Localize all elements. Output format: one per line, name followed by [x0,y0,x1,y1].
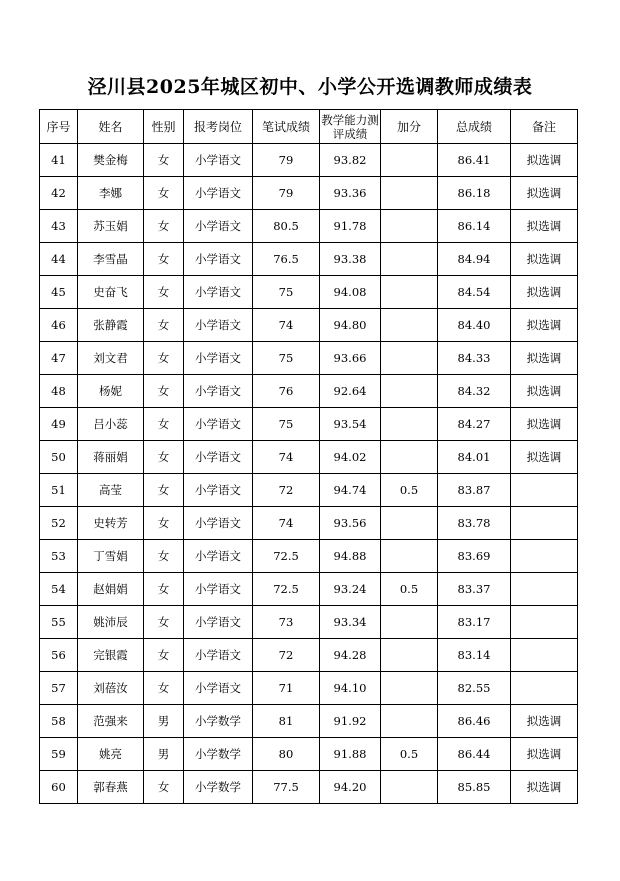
cell-name: 樊金梅 [78,144,144,177]
cell-teaching-score: 91.92 [320,705,381,738]
cell-index: 51 [40,474,78,507]
cell-gender: 女 [144,672,184,705]
cell-written-score: 77.5 [253,771,320,804]
cell-index: 55 [40,606,78,639]
cell-written-score: 72 [253,474,320,507]
cell-teaching-score: 91.78 [320,210,381,243]
cell-written-score: 80 [253,738,320,771]
col-header-position: 报考岗位 [184,110,253,144]
cell-bonus: 0.5 [381,573,438,606]
cell-remarks [511,573,578,606]
cell-position: 小学语文 [184,210,253,243]
cell-teaching-score: 93.66 [320,342,381,375]
cell-teaching-score: 93.54 [320,408,381,441]
cell-gender: 女 [144,441,184,474]
table-row [40,771,578,804]
cell-position: 小学数学 [184,705,253,738]
table-row [40,441,578,474]
cell-index: 58 [40,705,78,738]
cell-remarks [511,672,578,705]
col-header-index: 序号 [40,110,78,144]
cell-name: 张静霞 [78,309,144,342]
cell-position: 小学数学 [184,738,253,771]
cell-remarks: 拟选调 [511,243,578,276]
cell-written-score: 75 [253,276,320,309]
cell-bonus [381,606,438,639]
cell-gender: 女 [144,243,184,276]
cell-bonus [381,540,438,573]
cell-gender: 女 [144,276,184,309]
cell-index: 42 [40,177,78,210]
cell-position: 小学语文 [184,441,253,474]
cell-written-score: 80.5 [253,210,320,243]
cell-remarks: 拟选调 [511,705,578,738]
cell-remarks: 拟选调 [511,342,578,375]
cell-remarks: 拟选调 [511,375,578,408]
cell-name: 赵娟娟 [78,573,144,606]
cell-bonus [381,441,438,474]
cell-remarks [511,507,578,540]
cell-total-score: 83.87 [438,474,511,507]
cell-name: 姚沛辰 [78,606,144,639]
cell-bonus [381,243,438,276]
table-row [40,408,578,441]
cell-total-score: 84.01 [438,441,511,474]
cell-gender: 女 [144,573,184,606]
cell-written-score: 74 [253,441,320,474]
cell-gender: 男 [144,738,184,771]
cell-index: 47 [40,342,78,375]
cell-name: 杨妮 [78,375,144,408]
cell-bonus [381,639,438,672]
cell-name: 李娜 [78,177,144,210]
cell-position: 小学语文 [184,309,253,342]
cell-written-score: 74 [253,309,320,342]
cell-remarks [511,606,578,639]
cell-written-score: 73 [253,606,320,639]
cell-position: 小学语文 [184,639,253,672]
table-row [40,243,578,276]
cell-bonus [381,705,438,738]
cell-total-score: 86.18 [438,177,511,210]
col-header-total-score: 总成绩 [438,110,511,144]
cell-index: 54 [40,573,78,606]
cell-teaching-score: 94.28 [320,639,381,672]
header-row [40,110,578,144]
cell-total-score: 86.41 [438,144,511,177]
cell-gender: 女 [144,606,184,639]
cell-total-score: 86.14 [438,210,511,243]
cell-remarks [511,474,578,507]
cell-total-score: 83.37 [438,573,511,606]
cell-index: 52 [40,507,78,540]
cell-teaching-score: 94.88 [320,540,381,573]
cell-bonus [381,408,438,441]
cell-gender: 女 [144,342,184,375]
cell-bonus [381,507,438,540]
cell-index: 43 [40,210,78,243]
table-row [40,573,578,606]
col-header-teaching-score: 教学能力测评成绩 [320,110,381,144]
cell-bonus [381,276,438,309]
cell-written-score: 76.5 [253,243,320,276]
table-body [40,144,578,804]
cell-index: 45 [40,276,78,309]
cell-bonus [381,771,438,804]
cell-index: 50 [40,441,78,474]
cell-name: 李雪晶 [78,243,144,276]
cell-bonus [381,672,438,705]
cell-remarks: 拟选调 [511,771,578,804]
cell-position: 小学数学 [184,771,253,804]
cell-teaching-score: 94.74 [320,474,381,507]
cell-gender: 女 [144,309,184,342]
cell-position: 小学语文 [184,177,253,210]
col-header-name: 姓名 [78,110,144,144]
cell-remarks [511,540,578,573]
cell-teaching-score: 94.20 [320,771,381,804]
cell-written-score: 79 [253,177,320,210]
cell-index: 41 [40,144,78,177]
cell-position: 小学语文 [184,375,253,408]
cell-index: 49 [40,408,78,441]
table-row [40,309,578,342]
cell-name: 完银霞 [78,639,144,672]
cell-index: 44 [40,243,78,276]
table-row [40,144,578,177]
cell-written-score: 75 [253,408,320,441]
cell-written-score: 81 [253,705,320,738]
table-row [40,375,578,408]
cell-teaching-score: 93.38 [320,243,381,276]
document-title: 泾川县2025年城区初中、小学公开选调教师成绩表 [87,76,533,98]
cell-gender: 女 [144,210,184,243]
cell-bonus [381,375,438,408]
cell-bonus: 0.5 [381,474,438,507]
cell-position: 小学语文 [184,672,253,705]
cell-teaching-score: 94.02 [320,441,381,474]
cell-remarks: 拟选调 [511,210,578,243]
cell-name: 吕小蕊 [78,408,144,441]
cell-total-score: 84.27 [438,408,511,441]
cell-name: 苏玉娟 [78,210,144,243]
cell-bonus [381,177,438,210]
cell-gender: 女 [144,144,184,177]
cell-total-score: 83.69 [438,540,511,573]
cell-written-score: 76 [253,375,320,408]
table-row [40,507,578,540]
cell-total-score: 83.78 [438,507,511,540]
cell-gender: 女 [144,771,184,804]
cell-position: 小学语文 [184,606,253,639]
cell-position: 小学语文 [184,276,253,309]
cell-gender: 男 [144,705,184,738]
cell-teaching-score: 93.82 [320,144,381,177]
cell-written-score: 72 [253,639,320,672]
cell-total-score: 83.17 [438,606,511,639]
cell-gender: 女 [144,540,184,573]
cell-remarks: 拟选调 [511,177,578,210]
cell-gender: 女 [144,177,184,210]
cell-position: 小学语文 [184,474,253,507]
table-row [40,738,578,771]
cell-index: 53 [40,540,78,573]
cell-index: 48 [40,375,78,408]
cell-total-score: 84.54 [438,276,511,309]
cell-gender: 女 [144,639,184,672]
cell-total-score: 84.33 [438,342,511,375]
cell-remarks: 拟选调 [511,309,578,342]
cell-position: 小学语文 [184,243,253,276]
col-header-gender: 性别 [144,110,184,144]
cell-position: 小学语文 [184,342,253,375]
col-header-bonus: 加分 [381,110,438,144]
cell-remarks [511,639,578,672]
cell-index: 59 [40,738,78,771]
cell-written-score: 79 [253,144,320,177]
cell-teaching-score: 93.34 [320,606,381,639]
table-row [40,177,578,210]
cell-bonus [381,210,438,243]
table-row [40,342,578,375]
cell-total-score: 83.14 [438,639,511,672]
cell-bonus: 0.5 [381,738,438,771]
cell-teaching-score: 94.10 [320,672,381,705]
cell-index: 57 [40,672,78,705]
table-row [40,474,578,507]
cell-teaching-score: 94.80 [320,309,381,342]
cell-teaching-score: 93.24 [320,573,381,606]
table-row [40,639,578,672]
cell-name: 刘文君 [78,342,144,375]
cell-teaching-score: 93.36 [320,177,381,210]
cell-written-score: 71 [253,672,320,705]
cell-name: 范强来 [78,705,144,738]
cell-position: 小学语文 [184,573,253,606]
cell-name: 蒋丽娟 [78,441,144,474]
cell-gender: 女 [144,375,184,408]
cell-total-score: 82.55 [438,672,511,705]
cell-gender: 女 [144,408,184,441]
cell-position: 小学语文 [184,507,253,540]
cell-bonus [381,309,438,342]
cell-name: 高莹 [78,474,144,507]
cell-gender: 女 [144,507,184,540]
cell-written-score: 74 [253,507,320,540]
cell-teaching-score: 92.64 [320,375,381,408]
cell-total-score: 84.40 [438,309,511,342]
cell-position: 小学语文 [184,144,253,177]
col-header-written-score: 笔试成绩 [253,110,320,144]
table-row [40,705,578,738]
cell-index: 60 [40,771,78,804]
cell-gender: 女 [144,474,184,507]
cell-remarks: 拟选调 [511,144,578,177]
cell-remarks: 拟选调 [511,408,578,441]
cell-teaching-score: 91.88 [320,738,381,771]
cell-written-score: 72.5 [253,540,320,573]
cell-index: 56 [40,639,78,672]
cell-name: 史转芳 [78,507,144,540]
cell-remarks: 拟选调 [511,441,578,474]
cell-position: 小学语文 [184,408,253,441]
cell-teaching-score: 93.56 [320,507,381,540]
col-header-remarks: 备注 [511,110,578,144]
cell-bonus [381,144,438,177]
cell-name: 史奋飞 [78,276,144,309]
cell-bonus [381,342,438,375]
cell-index: 46 [40,309,78,342]
cell-total-score: 84.32 [438,375,511,408]
scores-table [39,109,578,804]
table-row [40,276,578,309]
cell-name: 姚亮 [78,738,144,771]
cell-name: 郭春燕 [78,771,144,804]
cell-name: 刘蓓汝 [78,672,144,705]
cell-position: 小学语文 [184,540,253,573]
cell-total-score: 86.46 [438,705,511,738]
cell-remarks: 拟选调 [511,276,578,309]
cell-total-score: 85.85 [438,771,511,804]
cell-name: 丁雪娟 [78,540,144,573]
cell-remarks: 拟选调 [511,738,578,771]
table-row [40,540,578,573]
cell-total-score: 84.94 [438,243,511,276]
cell-written-score: 72.5 [253,573,320,606]
table-row [40,210,578,243]
cell-teaching-score: 94.08 [320,276,381,309]
cell-total-score: 86.44 [438,738,511,771]
table-row [40,606,578,639]
cell-written-score: 75 [253,342,320,375]
table-row [40,672,578,705]
